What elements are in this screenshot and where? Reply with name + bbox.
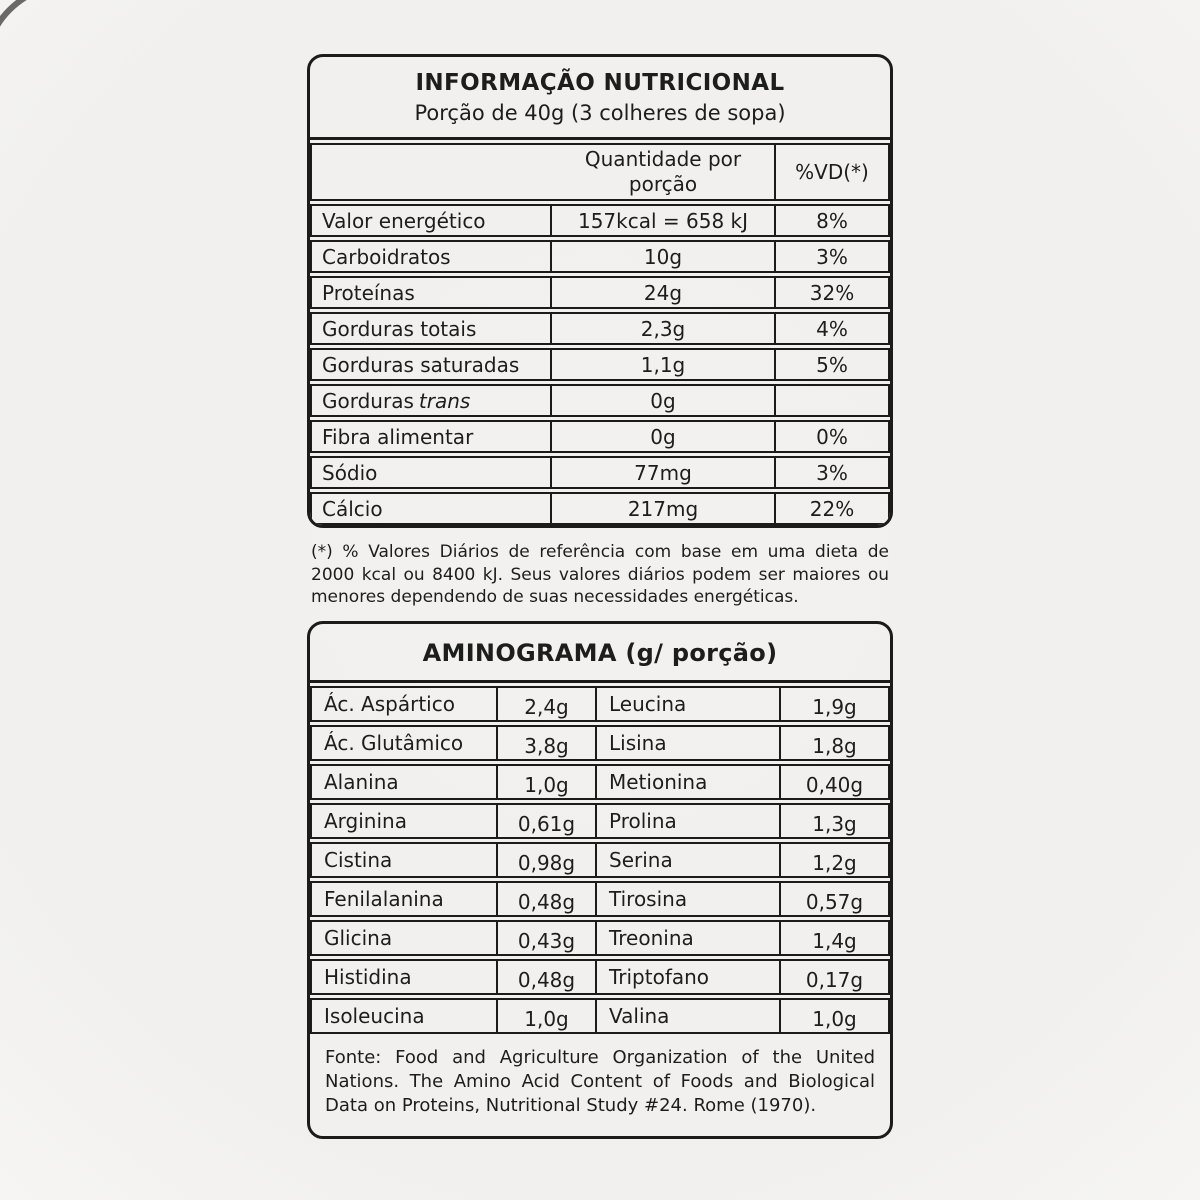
nutrient-name-cell — [310, 456, 552, 489]
nutrition-table-row — [310, 456, 890, 489]
amino-name-cell: Cistina — [310, 842, 498, 878]
nutrient-dv-cell: 0% — [774, 420, 890, 453]
nutrient-name: Fibra alimentar — [322, 424, 474, 449]
nutrient-name-italic: trans — [418, 388, 471, 413]
nutrient-name-cell — [310, 492, 552, 525]
amino-name-cell: Metionina — [595, 764, 781, 800]
nutrient-quantity-cell: 77mg — [550, 456, 776, 489]
nutrient-name: Proteínas — [322, 280, 415, 305]
photo-corner-mark — [0, 0, 70, 70]
aminogram-row — [310, 764, 890, 800]
amino-name-cell: Ác. Glutâmico — [310, 725, 498, 761]
nutrient-quantity-cell: 0g — [550, 384, 776, 417]
nutrient-quantity-cell: 2,3g — [550, 312, 776, 345]
amino-name-cell: Leucina — [595, 686, 781, 722]
aminogram-row — [310, 803, 890, 839]
nutrient-dv-cell: 22% — [774, 492, 890, 525]
aminogram-row — [310, 725, 890, 761]
amino-name-cell: Histidina — [310, 959, 498, 995]
nutrition-facts-header — [310, 57, 890, 140]
serving-size: Porção de 40g (3 colheres de sopa) — [414, 101, 786, 125]
daily-values-footnote: (*) % Valores Diários de referência com base em uma dieta de 2000 kcal ou 8400 kJ. Seus valores diários podem ser maiores ou menores dependendo de suas necessidades energéticas. — [311, 542, 889, 608]
nutrition-table-row — [310, 204, 890, 237]
nutrient-name-cell — [310, 312, 552, 345]
aminogram-row — [310, 881, 890, 917]
amino-name-cell: Valina — [595, 998, 781, 1034]
nutrient-quantity-cell: 217mg — [550, 492, 776, 525]
nutrient-dv-cell: 8% — [774, 204, 890, 237]
amino-value-cell: 2,4g — [496, 686, 597, 722]
nutrient-quantity-cell: 157kcal = 658 kJ — [550, 204, 776, 237]
nutrient-dv-cell — [774, 384, 890, 417]
aminogram-table — [310, 683, 890, 1034]
aminogram-header — [310, 624, 890, 683]
nutrition-table-row — [310, 384, 890, 417]
nutrition-table-row — [310, 492, 890, 525]
nutrition-table-row — [310, 240, 890, 273]
nutrition-table-row — [310, 276, 890, 309]
nutrient-name: Sódio — [322, 460, 378, 485]
nutrient-name-cell — [310, 204, 552, 237]
nutrient-quantity-cell: 24g — [550, 276, 776, 309]
nutrient-quantity-cell: 10g — [550, 240, 776, 273]
amino-value-cell: 1,8g — [779, 725, 890, 761]
quantity-column-label: Quantidade por porção — [584, 147, 742, 196]
amino-value-cell: 1,9g — [779, 686, 890, 722]
nutrient-name-cell — [310, 276, 552, 309]
nutrient-dv-cell: 32% — [774, 276, 890, 309]
amino-value-cell: 0,98g — [496, 842, 597, 878]
amino-name-cell: Treonina — [595, 920, 781, 956]
nutrient-quantity-cell: 1,1g — [550, 348, 776, 381]
nutrition-table-row — [310, 312, 890, 345]
nutrient-name: Cálcio — [322, 496, 383, 521]
nutrient-dv-cell: 3% — [774, 240, 890, 273]
amino-name-cell: Isoleucina — [310, 998, 498, 1034]
nutrition-table-row — [310, 348, 890, 381]
nutrient-dv-cell: 3% — [774, 456, 890, 489]
nutrition-facts-panel — [307, 54, 893, 528]
amino-value-cell: 1,0g — [496, 998, 597, 1034]
nutrient-name: Gorduras saturadas — [322, 352, 520, 377]
aminogram-row — [310, 686, 890, 722]
amino-value-cell: 0,48g — [496, 881, 597, 917]
nutrient-name: Gorduras — [322, 388, 414, 413]
amino-value-cell: 1,2g — [779, 842, 890, 878]
amino-value-cell: 1,0g — [496, 764, 597, 800]
amino-value-cell: 1,0g — [779, 998, 890, 1034]
amino-value-cell: 0,17g — [779, 959, 890, 995]
amino-name-cell: Arginina — [310, 803, 498, 839]
nutrient-name-cell — [310, 420, 552, 453]
amino-value-cell: 1,4g — [779, 920, 890, 956]
amino-name-cell: Alanina — [310, 764, 498, 800]
aminogram-row — [310, 998, 890, 1034]
amino-name-cell: Triptofano — [595, 959, 781, 995]
nutrient-name-cell — [310, 240, 552, 273]
amino-name-cell: Tirosina — [595, 881, 781, 917]
amino-value-cell: 0,57g — [779, 881, 890, 917]
nutrition-table-header-row — [310, 143, 890, 201]
amino-value-cell: 0,61g — [496, 803, 597, 839]
quantity-column-header — [310, 143, 776, 201]
amino-name-cell: Serina — [595, 842, 781, 878]
nutrition-facts-title: INFORMAÇÃO NUTRICIONAL — [415, 70, 785, 96]
amino-value-cell: 0,43g — [496, 920, 597, 956]
nutrient-name-cell — [310, 348, 552, 381]
nutrient-dv-cell: 5% — [774, 348, 890, 381]
amino-value-cell: 0,48g — [496, 959, 597, 995]
aminogram-row — [310, 959, 890, 995]
aminogram-panel — [307, 621, 893, 1139]
aminogram-source: Fonte: Food and Agriculture Organization of the United Nations. The Amino Acid Content of Foods and Biological Data on Proteins, Nutritional Study #24. Rome (1970). — [325, 1046, 875, 1117]
label-content — [307, 54, 893, 1139]
amino-name-cell: Ác. Aspártico — [310, 686, 498, 722]
amino-name-cell: Glicina — [310, 920, 498, 956]
amino-name-cell: Prolina — [595, 803, 781, 839]
amino-name-cell: Lisina — [595, 725, 781, 761]
nutrient-name-cell — [310, 384, 552, 417]
dv-column-header: %VD(*) — [774, 143, 890, 201]
amino-value-cell: 0,40g — [779, 764, 890, 800]
aminogram-row — [310, 842, 890, 878]
nutrition-table — [310, 140, 890, 525]
nutrient-dv-cell: 4% — [774, 312, 890, 345]
nutrient-quantity-cell: 0g — [550, 420, 776, 453]
aminogram-row — [310, 920, 890, 956]
amino-value-cell: 1,3g — [779, 803, 890, 839]
nutrient-name: Gorduras totais — [322, 316, 477, 341]
amino-name-cell: Fenilalanina — [310, 881, 498, 917]
nutrient-name: Carboidratos — [322, 244, 451, 269]
nutrient-name: Valor energético — [322, 208, 486, 233]
amino-value-cell: 3,8g — [496, 725, 597, 761]
nutrition-table-row — [310, 420, 890, 453]
aminogram-title: AMINOGRAMA (g/ porção) — [422, 638, 778, 667]
